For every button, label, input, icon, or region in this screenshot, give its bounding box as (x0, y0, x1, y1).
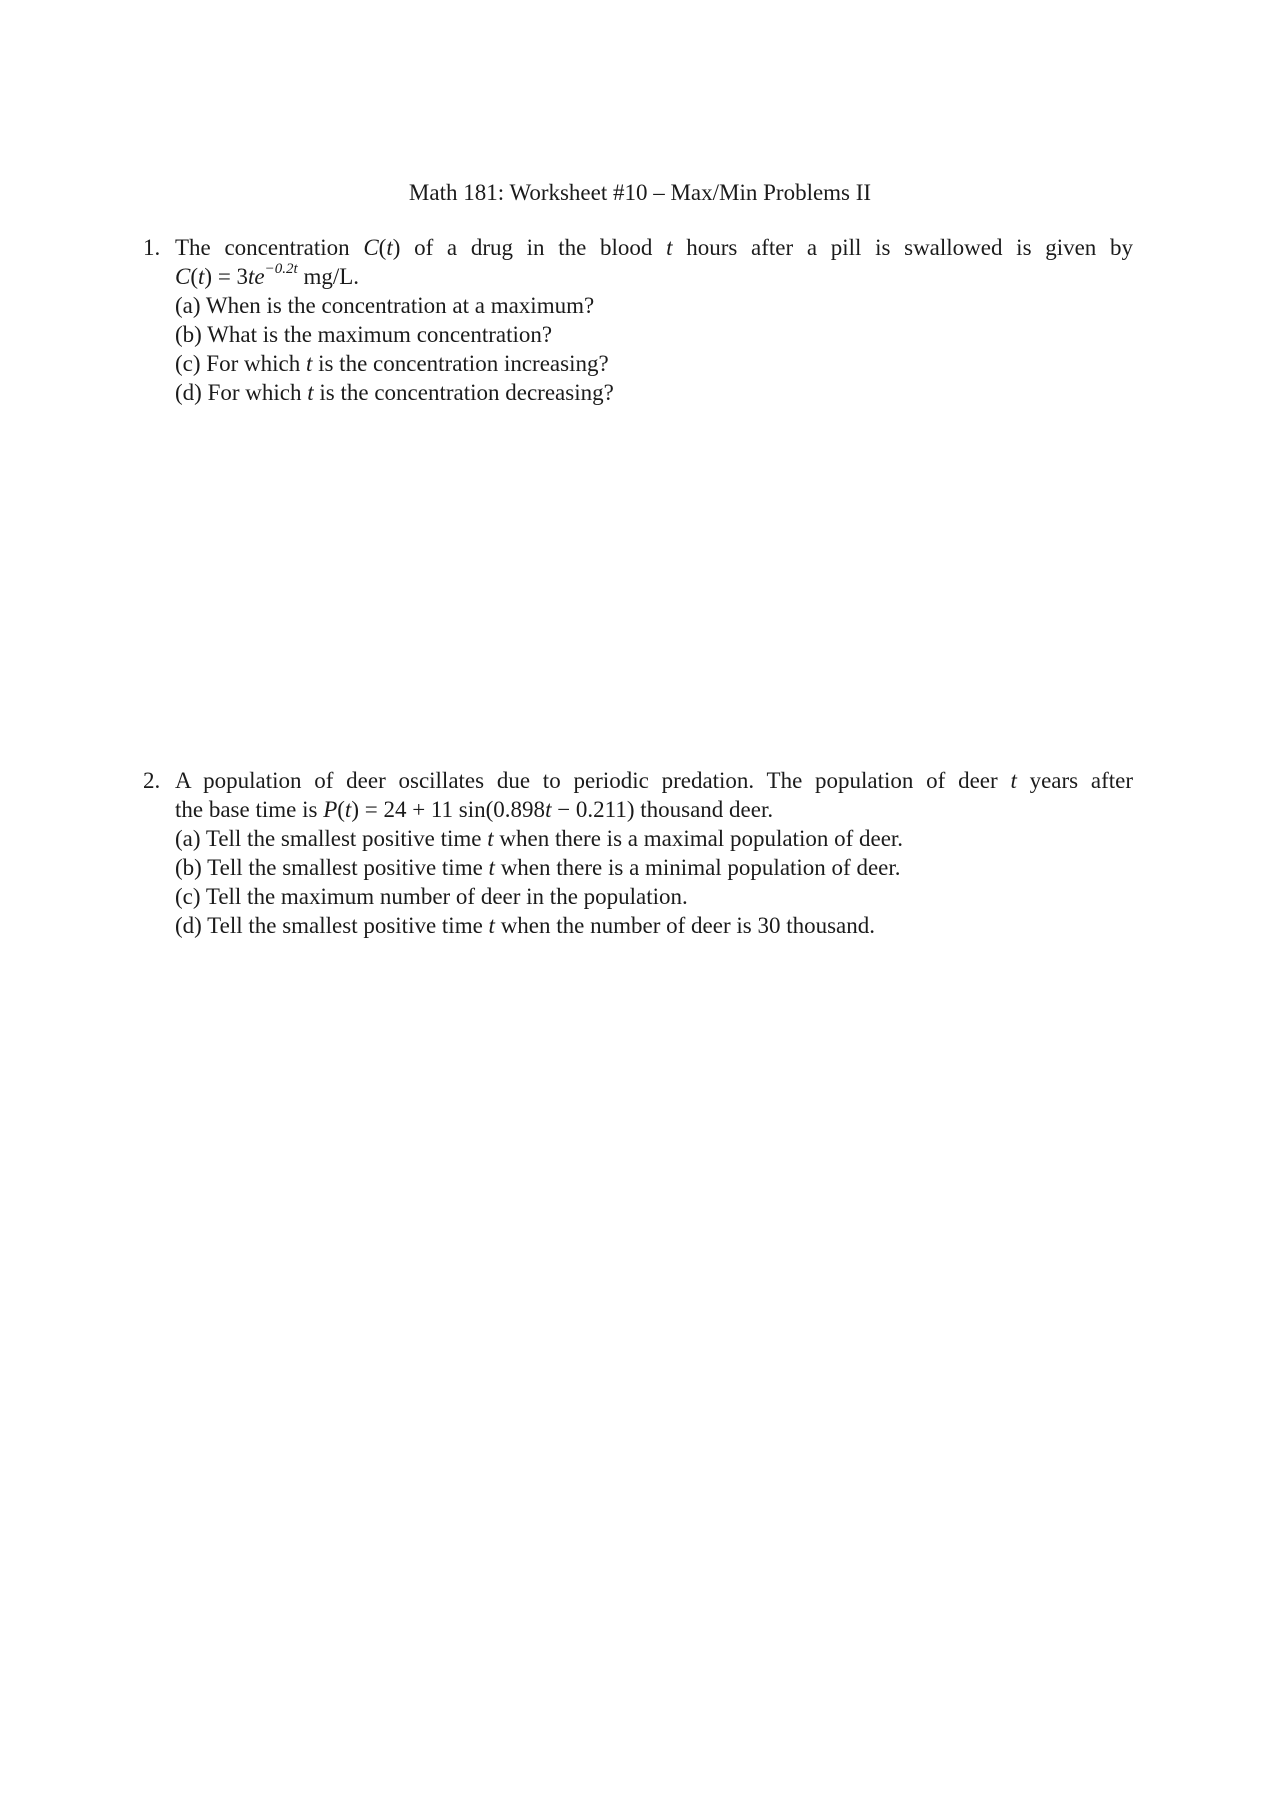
part-label: (c) (175, 351, 201, 376)
problem-1-formula-var-c: C (175, 264, 191, 289)
problem-2-part-a (143, 824, 1133, 853)
part-text-b: when the number of deer is 30 thousand. (494, 913, 875, 938)
part-label: (a) (175, 826, 201, 851)
part-text: For which (206, 351, 306, 376)
problem-1-formula-eq: ) = 3 (204, 264, 249, 289)
problem-2-formula-var-t: t (344, 797, 352, 822)
problem-2-formula-text-a: the base time is (175, 797, 324, 822)
problem-2-part-d (143, 911, 1133, 940)
problem-1-part-b (143, 320, 1133, 349)
problem-2-var-t: t (1010, 768, 1017, 793)
problem-2-formula-text-c: − 0.211) thousand deer. (551, 797, 774, 822)
part-label: (b) (175, 322, 202, 347)
part-text-b: when there is a maximal population of deer. (493, 826, 904, 851)
problem-1-formula-unit: mg/L. (297, 264, 360, 289)
problem-2-formula-var-t2: t (545, 797, 552, 822)
part-text-b: is the concentration increasing? (312, 351, 609, 376)
problem-2-formula-paren: ( (337, 797, 345, 822)
problem-2-intro-line (143, 766, 1133, 795)
problem-1 (143, 233, 1133, 407)
problem-2-part-b (143, 853, 1133, 882)
problem-1-var-t2: t (666, 235, 673, 260)
part-text: Tell the smallest positive time (207, 913, 489, 938)
part-text: Tell the smallest positive time (207, 855, 489, 880)
problem-2-number: 2. (143, 768, 161, 793)
page-title: Math 181: Worksheet #10 – Max/Min Problems II (408, 180, 872, 205)
problem-1-part-d (143, 378, 1133, 407)
problem-1-formula (143, 262, 1133, 291)
problem-2-intro-text-b: years after (1016, 768, 1133, 793)
part-label: (b) (175, 855, 202, 880)
problem-1-var-c: C (363, 235, 379, 260)
problem-1-intro-text-b: ( (378, 235, 387, 260)
problem-2-formula-var-p: P (323, 797, 338, 822)
problem-1-var-t: t (386, 235, 393, 260)
part-text-b: is the concentration decreasing? (313, 380, 614, 405)
problem-1-intro-line (143, 233, 1133, 262)
part-text-b: when there is a minimal population of deer. (494, 855, 901, 880)
part-text: Tell the smallest positive time (205, 826, 488, 851)
problem-1-formula-var-t: t (198, 264, 205, 289)
problem-1-number: 1. (143, 235, 161, 260)
part-text: Tell the maximum number of deer in the population. (205, 884, 688, 909)
problem-2-intro-text-a: A population of deer oscillates due to periodic predation. The population of deer (175, 768, 1011, 793)
problem-1-intro-text-d: hours after a pill is swallowed is given by (672, 235, 1133, 260)
part-var-t: t (487, 826, 494, 851)
part-text: What is the maximum concentration? (207, 322, 553, 347)
problem-1-part-c (143, 349, 1133, 378)
problem-2-intro (175, 766, 1133, 795)
part-var-t: t (305, 351, 313, 376)
problem-2-formula-text-b: ) = 24 + 11 sin(0.898 (351, 797, 546, 822)
problem-1-formula-te: te (248, 264, 265, 289)
problem-1-intro-text-a: The concentration (175, 235, 364, 260)
problem-1-intro (175, 233, 1133, 262)
part-label: (a) (175, 293, 201, 318)
part-var-t: t (488, 913, 495, 938)
part-label: (c) (175, 884, 201, 909)
problem-1-formula-exponent: −0.2t (264, 261, 298, 278)
problem-1-intro-text-c: ) of a drug in the blood (392, 235, 667, 260)
problem-1-part-a (143, 291, 1133, 320)
problem-2-formula (143, 795, 1133, 824)
part-text: When is the concentration at a maximum? (205, 293, 595, 318)
part-label: (d) (175, 913, 202, 938)
problem-2 (143, 766, 1133, 940)
problem-1-formula-paren: ( (190, 264, 199, 289)
part-label: (d) (175, 380, 202, 405)
part-var-t: t (488, 855, 495, 880)
part-text: For which (207, 380, 308, 405)
problem-2-part-c (143, 882, 1133, 911)
part-var-t: t (307, 380, 314, 405)
